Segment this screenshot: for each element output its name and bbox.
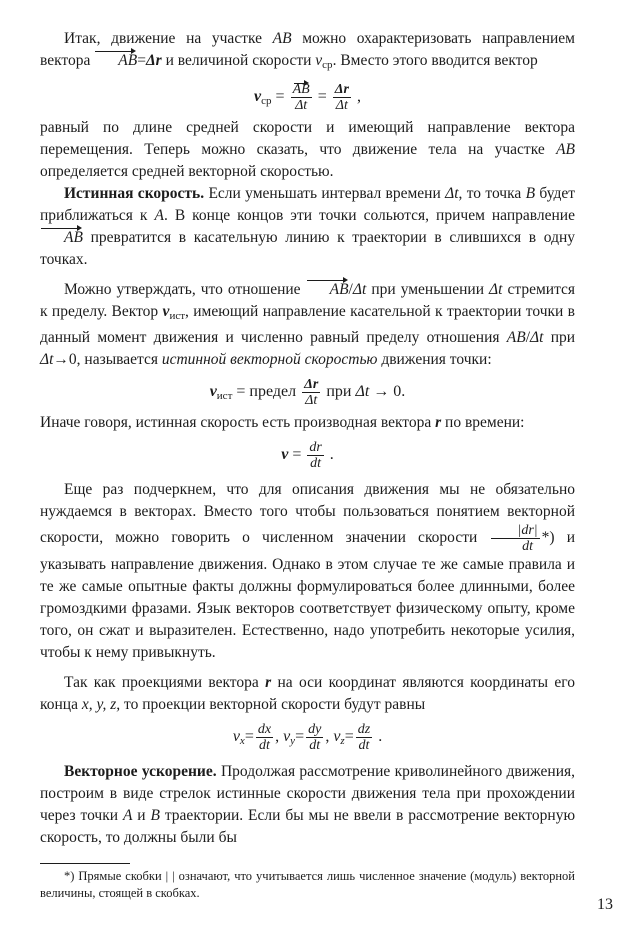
page-number: 13 xyxy=(597,896,613,913)
paragraph-average-vector: равный по длине средней скорости и имеющий направление вектора перемещения. Теперь можно сказать, что движение тела на участке AB определяется средней векторной скоростью. xyxy=(40,119,575,180)
paragraph-limit: Можно утверждать, что отношение AB/Δt при уменьшении Δt стремится к пределу. Вектор vист, имеющий направление касательной к траектории точки в данный момент движения и численно равный пределу отношения AB/Δt при Δt→0, называется истинной векторной скоростью движения точки: xyxy=(40,281,576,368)
paragraph-vectors-remark: Еще раз подчеркнем, что для описания движения мы не обязательно нуждаемся в векторах. Вместо того чтобы пользоваться понятием векторной скорости, можно говорить о численном значении скорости $\frac{|dr|}{dt}$ *) и указывать направление движения. Однако в этом случае те же самые правила и те же самые опытные факты должны формулироваться более длинными, более громоздкими фразами. Язык векторов соответствует физическому опыту, кроме того, он сжат и выразителен. Естественно, надо употребить некоторые усилия, чтобы к нему привыкнуть. xyxy=(40,481,576,661)
formula-derivative: v = $\frac{dr}{dt}$ . xyxy=(281,440,334,471)
formula-average-velocity: vср = $\frac{AB}{\Delta t}$ = $\frac{\Delta r}{\Delta t}$ , xyxy=(254,82,361,113)
section-heading-true-velocity: Истинная скорость. xyxy=(64,185,205,202)
page-body xyxy=(40,28,575,902)
footnote-marker: *) xyxy=(541,529,555,547)
paragraph-acceleration: Векторное ускорение. Продолжая рассмотрение криволинейного движения, построим в виде стрелок истинные скорости движения тела при прохождении через точки A и B траектории. Если бы мы не ввели в рассмотрение векторную скорость, то должны были бы xyxy=(40,763,576,846)
paragraph-true-velocity: Истинная скорость. Если уменьшать интервал времени Δt, то точка B будет приближаться к A. В конце концов эти точки сольются, причем направление AB превратится в касательную линию к траектории в слившихся в одну точках. xyxy=(40,185,576,268)
paragraph-intro: Итак, движение на участке AB можно охарактеризовать направлением вектора AB=Δr и величиной скорости vср. Вместо этого вводится вектор xyxy=(40,30,575,71)
formula-true-velocity: vист = предел $\frac{\Delta r}{\Delta t}$ при Δt → 0. xyxy=(209,377,406,408)
paragraph-projections: Так как проекциями вектора r на оси координат являются координаты его конца x, y, z, то проекции векторной скорости будут равны xyxy=(40,674,576,713)
term-true-vector-velocity: истинной векторной скоростью xyxy=(161,351,378,368)
footnote: *) Прямые скобки | | означают, что учитывается лишь численное значение (модуль) векторной величины, стоящей в скобках. xyxy=(40,869,575,900)
formula-projections: vx= $\frac{dx}{dt}$ , vy= $\frac{dy}{dt}$ , vz= $\frac{dz}{dt}$ . xyxy=(232,722,383,753)
section-heading-acceleration: Векторное ускорение. xyxy=(64,763,217,780)
paragraph-derivative: Иначе говоря, истинная скорость есть производная вектора r по времени: xyxy=(40,414,525,431)
footnote-divider xyxy=(40,863,130,864)
